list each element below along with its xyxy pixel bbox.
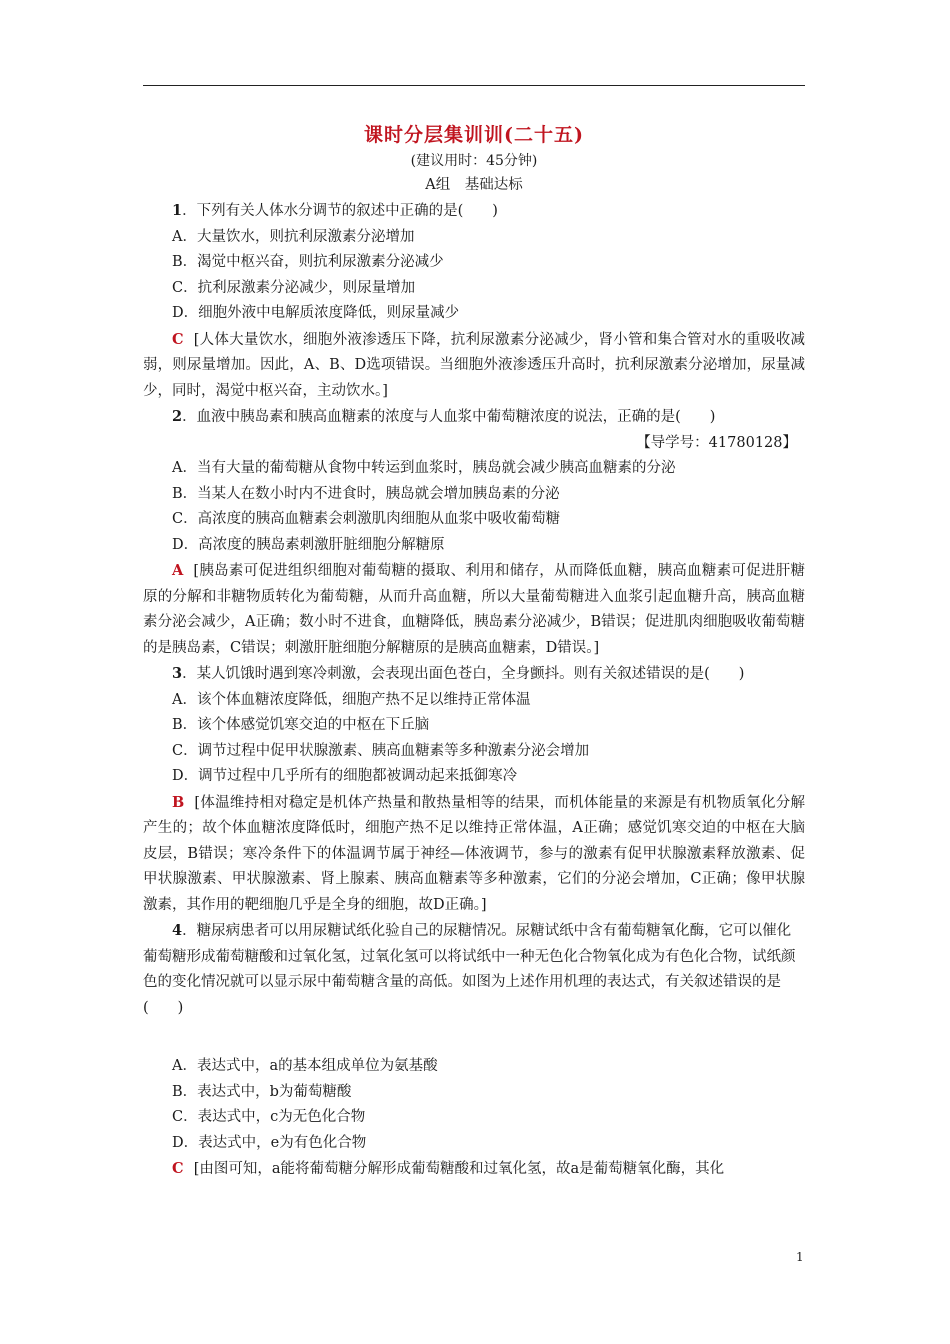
figure-placeholder [143,1021,805,1054]
option-c: C．高浓度的胰高血糖素会刺激肌肉细胞从血浆中吸收葡萄糖 [172,511,561,527]
question-2 [143,404,805,661]
guide-number: 【导学号：41780128】 [636,434,797,451]
question-number: 2 [172,408,183,425]
question-number: 4 [172,922,183,939]
option-b: B．表达式中，b为葡萄糖酸 [172,1083,352,1100]
answer-explanation: A [胰岛素可促进组织细胞对葡萄糖的摄取、利用和储存，从而降低血糖，胰高血糖素可促进肝糖原的分解和非糖物质转化为葡萄糖，从而升高血糖，所以大量葡萄糖进入血浆引起血糖升高，胰高血糖素分泌会减少，A正确；数小时不进食，血糖降低，胰岛素分泌减少，B错误；促进肌肉细胞吸收葡萄糖的是胰岛素，C错误；刺激肝脏细胞分解糖原的是胰高血糖素，D错误。] [143,562,805,656]
question-stem: 2．血液中胰岛素和胰高血糖素的浓度与人血浆中葡萄糖浓度的说法，正确的是( ) [172,408,716,425]
question-3 [143,661,805,918]
option-a: A．大量饮水，则抗利尿激素分泌增加 [172,228,415,245]
option-a: A．当有大量的葡萄糖从食物中转运到血浆时，胰岛就会减少胰高血糖素的分泌 [172,460,676,476]
option-d: D．高浓度的胰岛素刺激肝脏细胞分解糖原 [172,536,445,553]
answer-explanation: B [体温维持相对稳定是机体产热量和散热量相等的结果，而机体能量的来源是有机物质氧化分解产生的；故个体血糖浓度降低时，细胞产热不足以维持正常体温，A正确；感觉饥寒交迫的中枢在大脑皮层，B错误；寒冷条件下的体温调节属于神经—体液调节，参与的激素有促甲状腺激素释放激素、促甲状腺激素、甲状腺激素、肾上腺素、胰高血糖素等多种激素，它们的分泌会增加，C正确；像甲状腺激素，其作用的靶细胞几乎是全身的细胞，故D正确。] [143,793,805,913]
page-title: 课时分层集训训(二十五) [364,124,584,146]
question-stem: 4．糖尿病患者可以用尿糖试纸化验自己的尿糖情况。尿糖试纸中含有葡萄糖氧化酶，它可以催化葡萄糖形成葡萄糖酸和过氧化氢，过氧化氢可以将试纸中一种无色化合物氧化成为有色化合物，试纸颜色的变化情况就可以显示尿中葡萄糖含量的高低。如图为上述作用机理的表达式，有关叙述错误的是( ) [143,922,796,1016]
option-b: B．渴觉中枢兴奋，则抗利尿激素分泌减少 [172,254,444,270]
answer-explanation: C [由图可知，a能将葡萄糖分解形成葡萄糖酸和过氧化氢，故a是葡萄糖氧化酶，其化 [172,1160,725,1177]
answer-letter: A [172,562,184,579]
option-d: D．细胞外液中电解质浓度降低，则尿量减少 [172,305,460,321]
option-c: C．表达式中，c为无色化合物 [172,1109,366,1125]
option-d: D．表达式中，e为有色化合物 [172,1134,367,1151]
section-heading: A组 基础达标 [425,177,523,193]
question-stem: 1．下列有关人体水分调节的叙述中正确的是( ) [172,202,498,219]
option-c: C．抗利尿激素分泌减少，则尿量增加 [172,279,416,296]
question-1 [143,198,805,404]
answer-letter: B [172,793,185,811]
answer-explanation: C [人体大量饮水，细胞外液渗透压下降，抗利尿激素分泌减少，肾小管和集合管对水的重吸收减弱，则尿量增加。因此，A、B、D选项错误。当细胞外液渗透压升高时，抗利尿激素分泌增加，尿量减少，同时，渴觉中枢兴奋，主动饮水。] [143,330,805,399]
answer-letter: C [172,330,184,348]
header-rule [143,85,805,86]
option-a: A．表达式中，a的基本组成单位为氨基酸 [172,1058,438,1074]
answer-letter: C [172,1160,184,1177]
option-d: D．调节过程中几乎所有的细胞都被调动起来抵御寒冷 [172,768,518,784]
question-number: 3 [172,665,183,682]
option-a: A．该个体血糖浓度降低，细胞产热不足以维持正常体温 [172,691,531,708]
document-body [143,120,805,1183]
question-4 [143,918,805,1183]
option-b: B．当某人在数小时内不进食时，胰岛就会增加胰岛素的分泌 [172,485,560,502]
option-b: B．该个体感觉饥寒交迫的中枢在下丘脑 [172,717,430,733]
question-stem: 3．某人饥饿时遇到寒冷刺激，会表现出面色苍白，全身颤抖。则有关叙述错误的是( ) [172,665,745,682]
question-number: 1 [172,202,183,219]
page-number: 1 [796,1250,804,1264]
option-c: C．调节过程中促甲状腺激素、胰高血糖素等多种激素分泌会增加 [172,742,590,759]
suggested-time: (建议用时：45分钟) [410,153,538,169]
